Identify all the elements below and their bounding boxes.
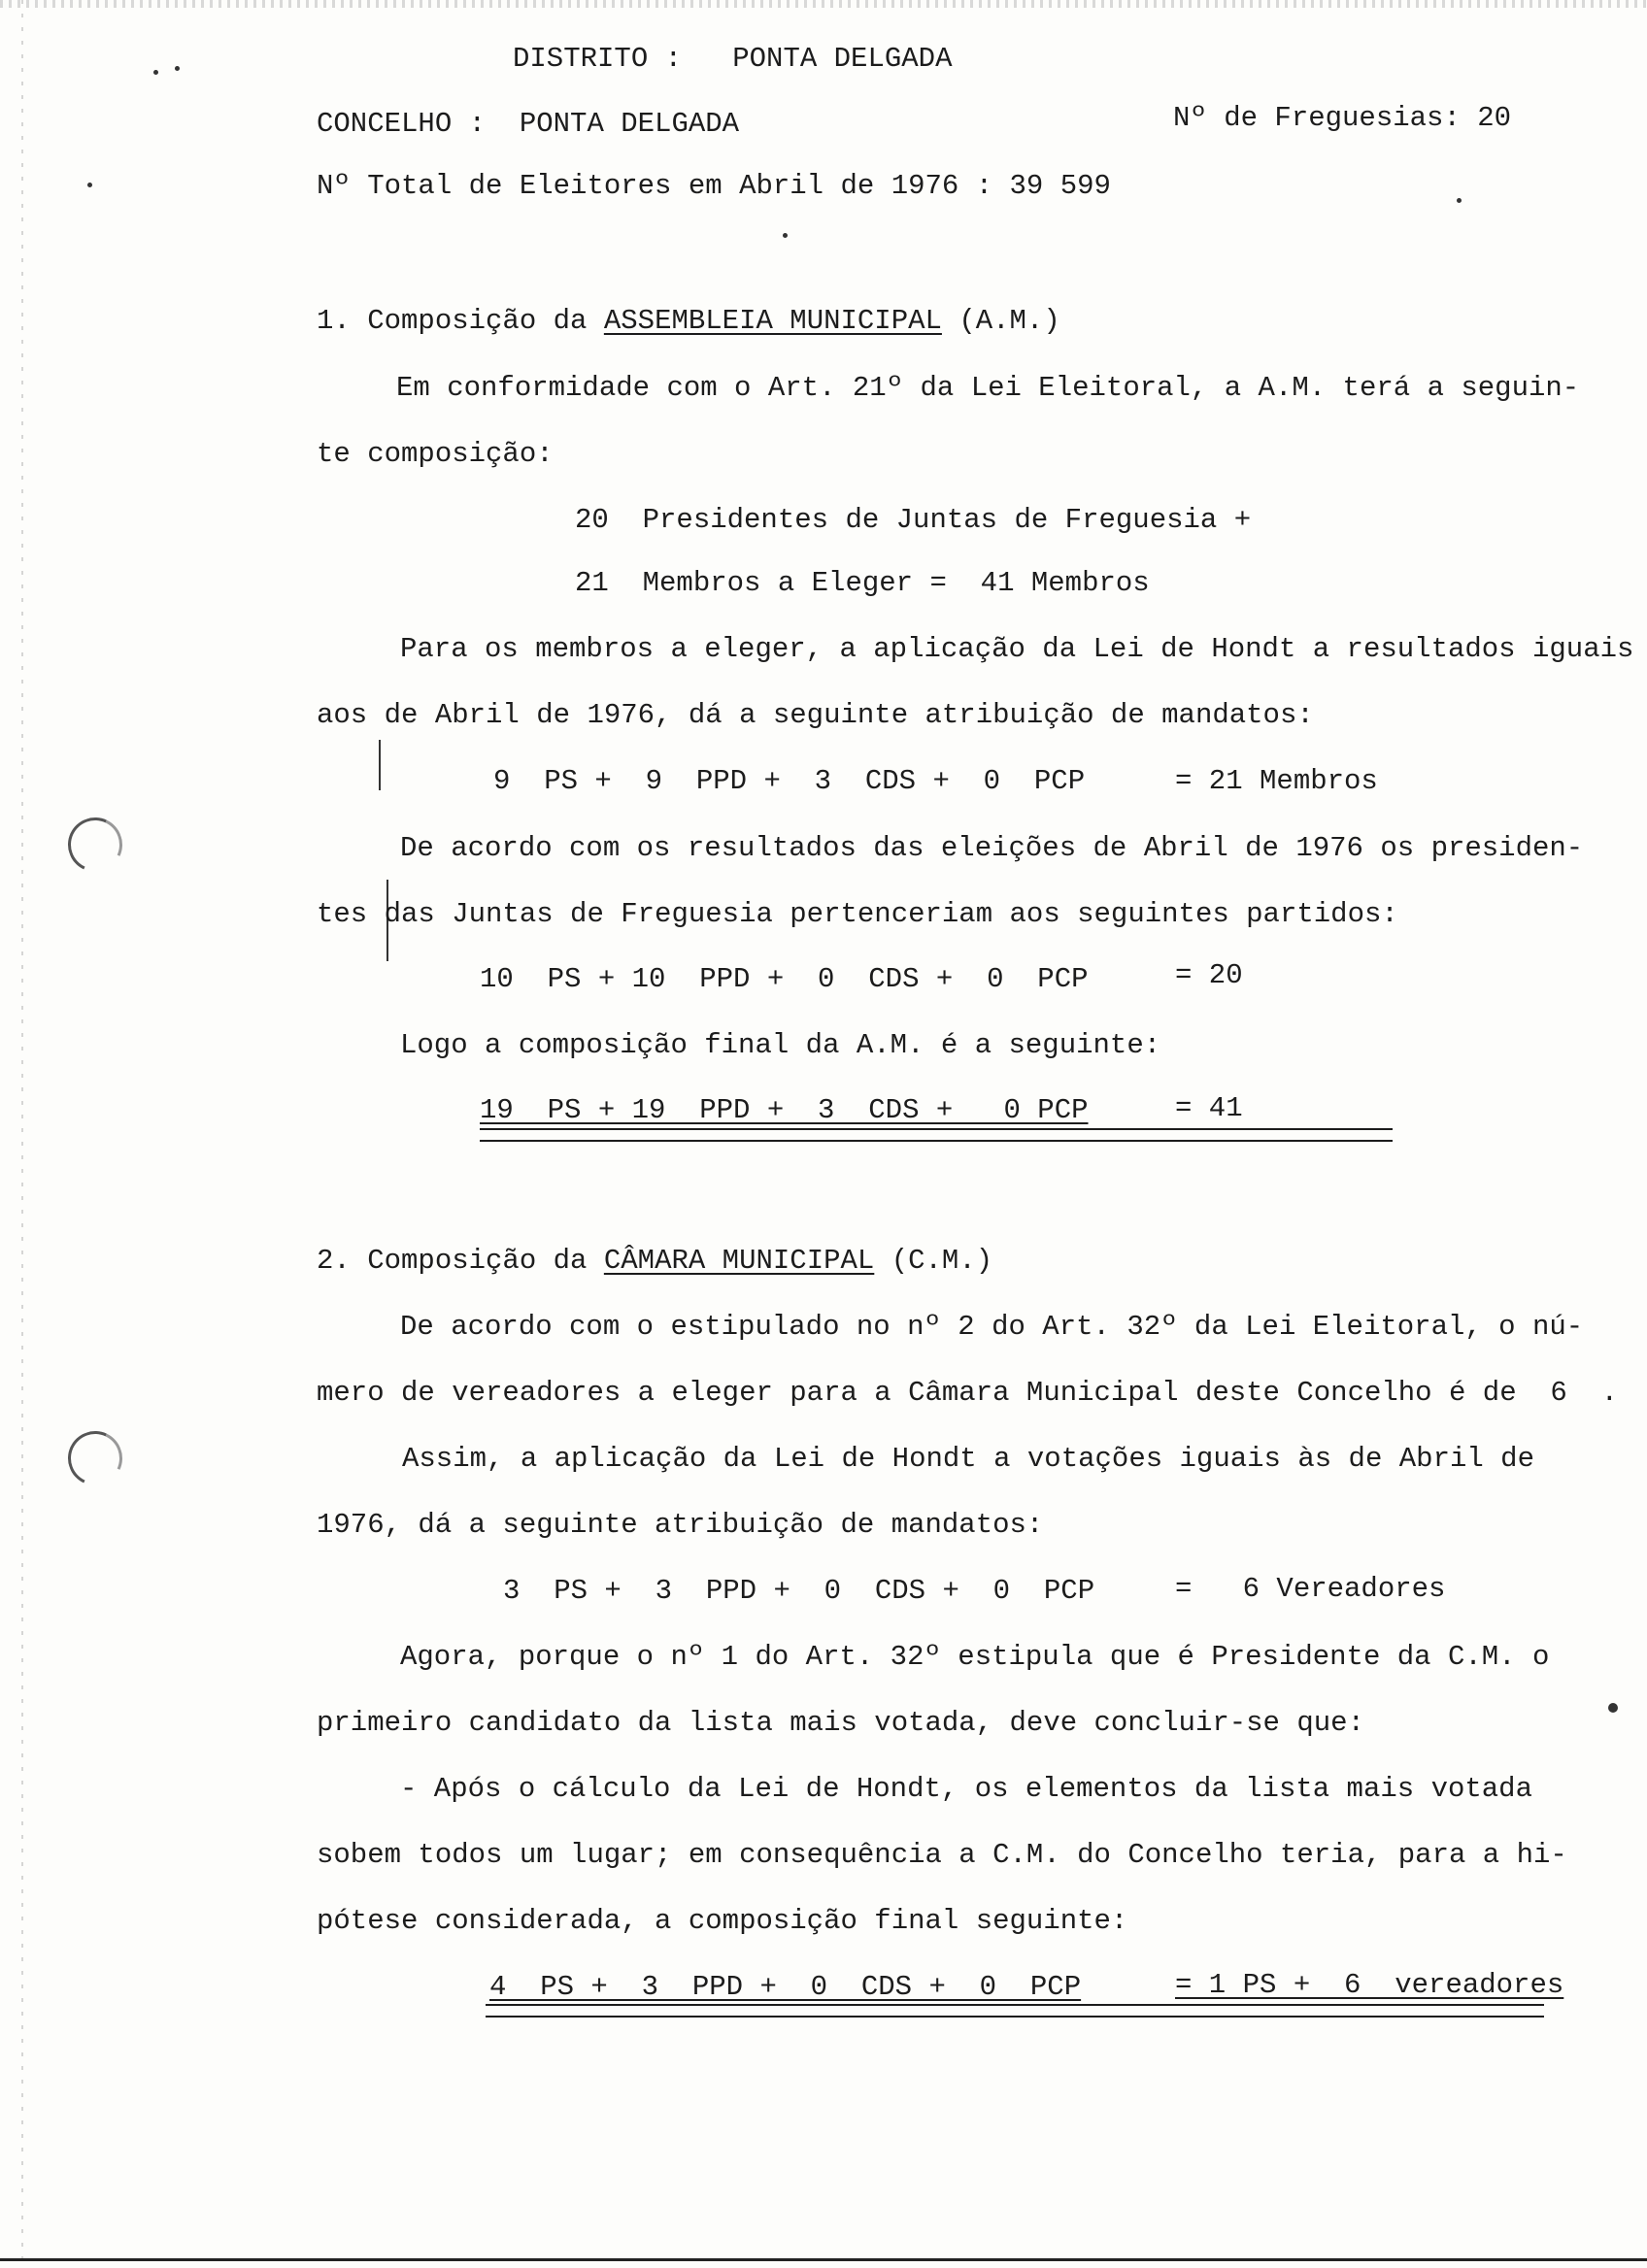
- section2-heading: [317, 1245, 992, 1278]
- scan-top-edge: [0, 0, 1647, 8]
- s1-paragraph3-line2: tes das Juntas de Freguesia pertenceriam aos seguintes partidos:: [317, 898, 1398, 930]
- s1-equation2-right: = 20: [1175, 959, 1243, 991]
- s1-equation3-right: = 41: [1175, 1092, 1243, 1124]
- s1-paragraph2-line2: aos de Abril de 1976, dá a seguinte atribuição de mandatos:: [317, 699, 1314, 731]
- freguesias-count: Nº de Freguesias: 20: [1173, 102, 1512, 134]
- s2-paragraph2-line2: 1976, dá a seguinte atribuição de mandatos:: [317, 1509, 1044, 1541]
- s1-composition-line1: 20 Presidentes de Juntas de Freguesia +: [575, 504, 1252, 536]
- s2-paragraph1-line2: mero de vereadores a eleger para a Câmara Municipal deste Concelho é de 6 .: [317, 1377, 1619, 1409]
- s1-paragraph1-line2: te composição:: [317, 438, 554, 470]
- scan-left-edge: [21, 0, 23, 2268]
- s2-result-rule-top: [486, 2004, 1544, 2006]
- s1-paragraph2-line1: Para os membros a eleger, a aplicação da Lei de Hondt a resultados iguais: [400, 633, 1634, 665]
- s1-paragraph3-line1: De acordo com os resultados das eleições de Abril de 1976 os presiden-: [400, 832, 1584, 864]
- punch-hole-lower: [60, 1423, 130, 1493]
- s2-paragraph1-line1: De acordo com o estipulado no nº 2 do Art. 32º da Lei Eleitoral, o nú-: [400, 1311, 1584, 1343]
- s1-equation3-left: 19 PS + 19 PPD + 3 CDS + 0 PCP: [480, 1094, 1089, 1126]
- margin-pencil-mark: [379, 740, 381, 790]
- s2-paragraph3-line2: primeiro candidato da lista mais votada, deve concluir-se que:: [317, 1707, 1364, 1739]
- s2-equation2-left: 4 PS + 3 PPD + 0 CDS + 0 PCP: [489, 1971, 1082, 2003]
- section1-heading-prefix: 1. Composição da: [317, 305, 604, 337]
- s2-paragraph4-line2: sobem todos um lugar; em consequência a C.M. do Concelho teria, para a hi-: [317, 1839, 1567, 1871]
- s2-paragraph2-line1: Assim, a aplicação da Lei de Hondt a votações iguais às de Abril de: [402, 1443, 1534, 1475]
- punch-hole-upper: [60, 810, 130, 880]
- section2-heading-prefix: 2. Composição da: [317, 1245, 604, 1277]
- distrito-line: DISTRITO : PONTA DELGADA: [513, 43, 953, 75]
- concelho-line: CONCELHO : PONTA DELGADA: [317, 108, 740, 140]
- scan-speck: [153, 70, 158, 75]
- s1-paragraph4-line1: Logo a composição final da A.M. é a seguinte:: [400, 1029, 1161, 1061]
- s1-result-rule-top: [480, 1128, 1393, 1130]
- s2-equation1-right: = 6 Vereadores: [1175, 1573, 1446, 1605]
- s1-paragraph1-line1: Em conformidade com o Art. 21º da Lei Eleitoral, a A.M. terá a seguin-: [396, 372, 1580, 404]
- section1-heading-suffix: (A.M.): [941, 305, 1060, 337]
- scan-speck: [783, 233, 788, 238]
- scan-bottom-edge: [0, 2258, 1647, 2261]
- s1-composition-line2: 21 Membros a Eleger = 41 Membros: [575, 567, 1150, 599]
- scan-speck: [1457, 198, 1462, 203]
- scan-speck: [1608, 1703, 1618, 1713]
- s1-equation1-left: 9 PS + 9 PPD + 3 CDS + 0 PCP: [493, 765, 1086, 797]
- s1-equation1-right: = 21 Membros: [1175, 765, 1378, 797]
- section2-heading-title: CÂMARA MUNICIPAL: [603, 1245, 875, 1277]
- scan-speck: [87, 183, 92, 187]
- s1-equation2-left: 10 PS + 10 PPD + 0 CDS + 0 PCP: [480, 963, 1089, 995]
- s2-paragraph4-line1: - Após o cálculo da Lei de Hondt, os elementos da lista mais votada: [400, 1773, 1532, 1805]
- s2-equation1-left: 3 PS + 3 PPD + 0 CDS + 0 PCP: [503, 1575, 1095, 1607]
- section2-heading-suffix: (C.M.): [874, 1245, 993, 1277]
- s1-result-rule-bottom: [480, 1140, 1393, 1142]
- s2-result-rule-bottom: [486, 2016, 1544, 2018]
- section1-heading-title: ASSEMBLEIA MUNICIPAL: [603, 305, 942, 337]
- section1-heading: [317, 305, 1060, 338]
- total-eleitores-line: Nº Total de Eleitores em Abril de 1976 : 39 599: [317, 170, 1111, 202]
- s2-paragraph3-line1: Agora, porque o nº 1 do Art. 32º estipula que é Presidente da C.M. o: [400, 1641, 1550, 1673]
- s2-equation2-right: = 1 PS + 6 vereadores: [1175, 1969, 1564, 2001]
- scan-speck: [175, 66, 180, 71]
- s2-paragraph4-line3: pótese considerada, a composição final seguinte:: [317, 1905, 1128, 1937]
